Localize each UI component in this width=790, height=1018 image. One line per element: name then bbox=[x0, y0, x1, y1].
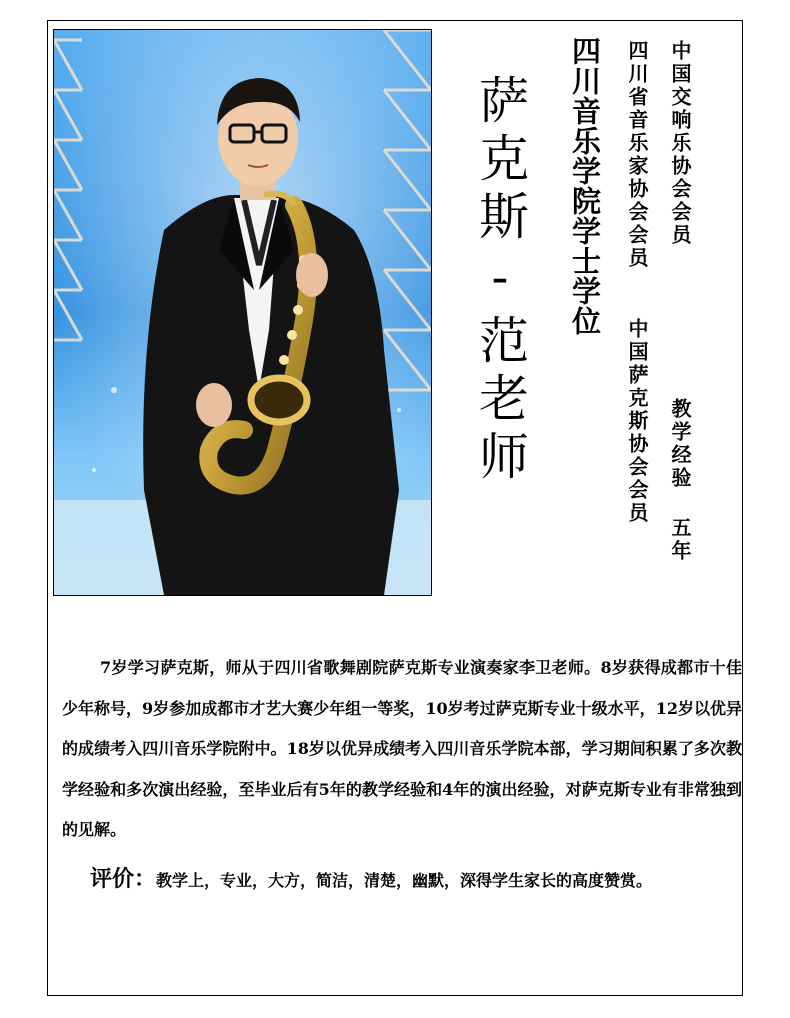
membership-3: 中国萨克斯协会会员 bbox=[625, 318, 649, 525]
membership-1: 中国交响乐协会会员 bbox=[668, 40, 692, 247]
teacher-photo bbox=[53, 29, 432, 596]
review-line bbox=[90, 862, 652, 893]
review-label: 评价： bbox=[90, 866, 157, 892]
membership-2: 四川省音乐家协会会员 bbox=[625, 40, 649, 270]
teacher-name-title: 萨克斯-范老师 bbox=[471, 74, 529, 488]
biography-text: 7岁学习萨克斯，师从于四川省歌舞剧院萨克斯专业演奏家李卫老师。8岁获得成都市十佳少年称号，9岁参加成都市才艺大赛少年组一等奖，10岁考过萨克斯专业十级水平，12岁以优异的成绩考入四川音乐学院附中。18岁以优异成绩考入四川音乐学院本部，学习期间积累了多次教学经验和多次演出经验，至毕业后有5年的教学经验和4年的演出经验，对萨克斯专业有非常独到的见解。 bbox=[62, 658, 742, 839]
degree-text: 四川音乐学院学士学位 bbox=[568, 36, 602, 336]
biography bbox=[62, 648, 742, 851]
review-text: 教学上，专业，大方，简洁，清楚，幽默，深得学生家长的高度赞赏。 bbox=[156, 871, 653, 890]
teaching-experience: 教学经验 五年 bbox=[668, 398, 692, 563]
saxophonist-portrait-image bbox=[54, 30, 431, 595]
